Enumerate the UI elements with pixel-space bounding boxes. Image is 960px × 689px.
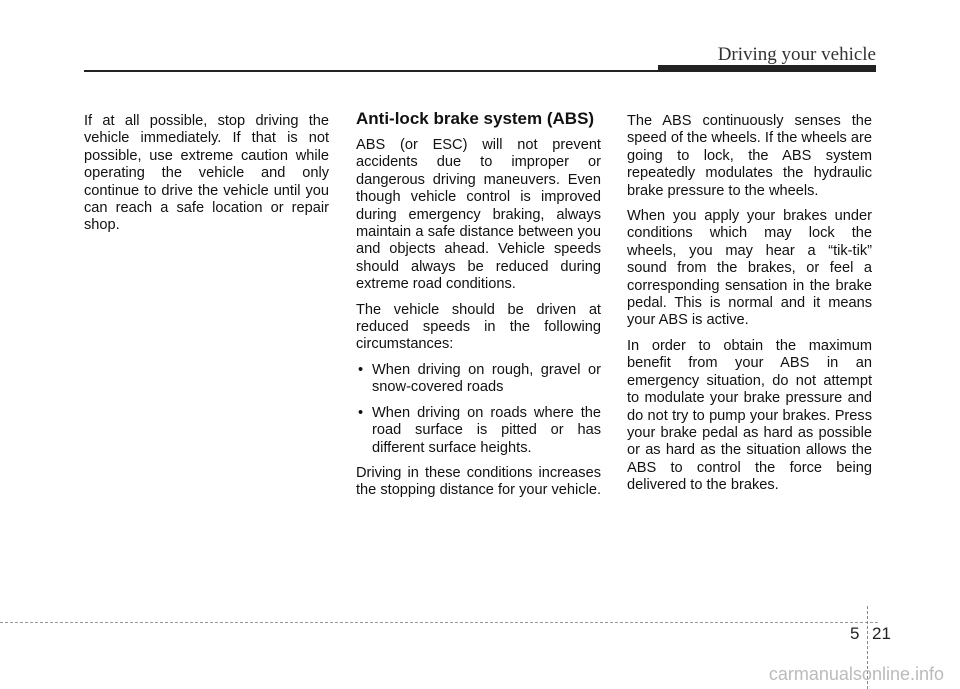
column-3 xyxy=(627,113,872,503)
bullet-text: When driving on rough, gravel or snow-covered roads xyxy=(372,361,601,396)
section-title: Driving your vehicle xyxy=(717,44,876,65)
column-3-paragraph-2: When you apply your brakes under conditions which may lock the wheels, you may hear a “tik-tik” sound from the brakes, or feel a corresponding sensation in the brake pedal. This is normal and it means your ABS is active. xyxy=(627,208,872,329)
abs-heading: Anti-lock brake system (ABS) xyxy=(356,109,595,128)
watermark: carmanualsonline.info xyxy=(768,664,944,684)
bullet-item xyxy=(356,362,601,397)
bullet-text: When driving on roads where the road surface is pitted or has different surface heights. xyxy=(372,404,601,456)
abs-section-body xyxy=(356,137,601,500)
abs-paragraph-1: ABS (or ESC) will not prevent accidents due to improper or dangerous driving maneuvers. Even though vehicle control is improved during emergency braking, always maintain a safe distance between you and objects ahead. Vehicle speeds should always be reduced during extreme road conditions. xyxy=(356,137,601,293)
column-1-paragraph: If at all possible, stop driving the vehicle immediately. If that is not possible, use extreme caution while operating the vehicle and only continue to drive the vehicle until you can reach a safe location or repair shop. xyxy=(84,113,329,234)
column-2 xyxy=(356,109,601,512)
bullet-item xyxy=(356,405,601,457)
column-3-paragraph-1: The ABS continuously senses the speed of the wheels. If the wheels are going to lock, the ABS system repeatedly modulates the hydraulic brake pressure to the wheels. xyxy=(627,113,873,199)
bullet-icon: • xyxy=(358,404,364,421)
bullet-icon: • xyxy=(358,361,364,378)
column-1 xyxy=(84,113,329,243)
page-number: 21 xyxy=(872,624,891,643)
column-3-paragraph-3: In order to obtain the maximum benefit from your ABS in an emergency situation, do not attempt to modulate your brake pressure and do not try to pump your brakes. Press your brake pedal as hard as possible or as hard as the situation allows the ABS to control the force being delivered to the brakes. xyxy=(627,337,872,494)
header-rule-thick xyxy=(658,65,876,72)
footer-rule xyxy=(0,622,878,623)
header-rule-thin xyxy=(84,70,658,72)
abs-paragraph-2: The vehicle should be driven at reduced speeds in the following circumstances: xyxy=(356,301,601,353)
chapter-number: 5 xyxy=(850,624,860,643)
abs-paragraph-3: Driving in these conditions increases the stopping distance for your vehicle. xyxy=(356,464,601,499)
